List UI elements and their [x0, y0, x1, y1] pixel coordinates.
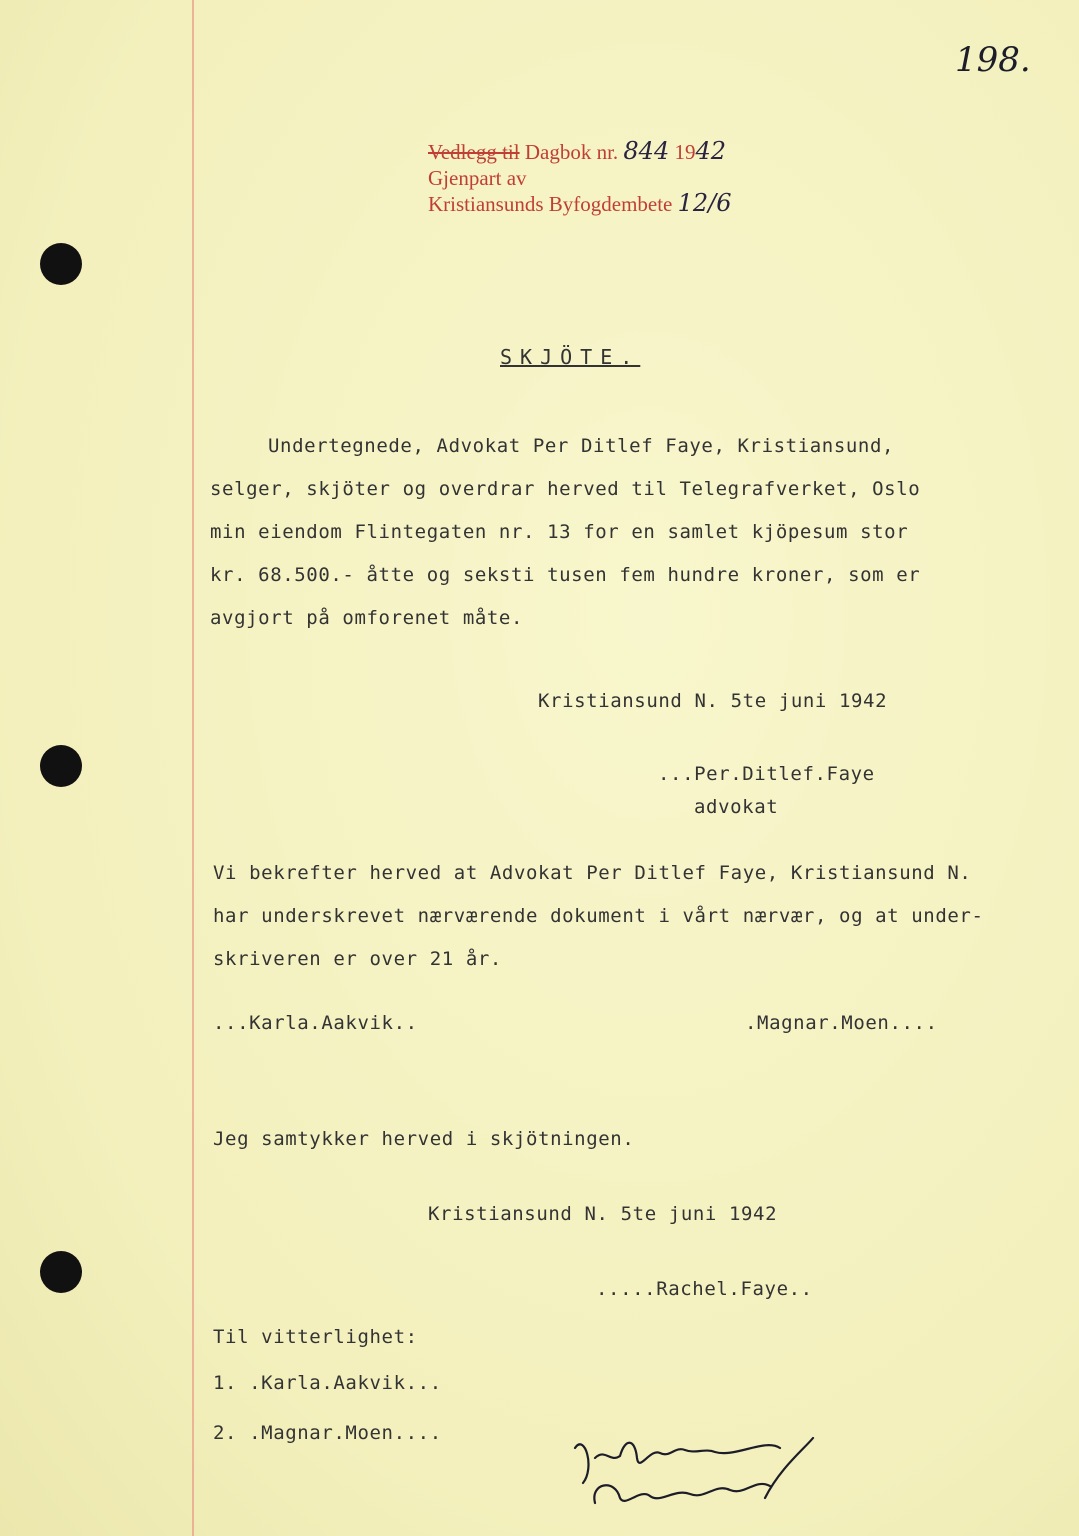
paragraph-line: kr. 68.500.- åtte og seksti tusen fem hundre kroner, som er [210, 564, 921, 586]
registry-stamp [428, 138, 732, 217]
attest-witness: 1. .Karla.Aakvik... [213, 1372, 442, 1394]
attest-witness: 2. .Magnar.Moen.... [213, 1422, 442, 1444]
paragraph-line: avgjort på omforenet måte. [210, 607, 524, 629]
paragraph-line: selger, skjöter og overdrar herved til Telegrafverket, Oslo [210, 478, 921, 500]
stamp-struck-text: Vedlegg til [428, 140, 520, 164]
margin-line [192, 0, 194, 1536]
document-title: SKJÖTE. [500, 345, 641, 369]
stamp-year-printed: 19 [674, 140, 696, 164]
attest-heading: Til vitterlighet: [213, 1326, 418, 1348]
handwritten-signature [565, 1428, 825, 1518]
punch-hole-bottom [40, 1251, 82, 1293]
punch-hole-top [40, 243, 82, 285]
stamp-date: 12/6 [677, 188, 732, 217]
spouse-signature: .....Rachel.Faye.. [596, 1278, 813, 1300]
seller-signature: ...Per.Ditlef.Faye [658, 763, 875, 785]
stamp-line-2: Gjenpart av [428, 165, 527, 190]
stamp-year-written: 42 [695, 137, 727, 165]
place-date: Kristiansund N. 5te juni 1942 [538, 690, 888, 712]
witness-line: har underskrevet nærværende dokument i vårt nærvær, og at under- [213, 905, 984, 927]
stamp-dagbok-label: Dagbok nr. [524, 140, 619, 164]
witness-signature-right: .Magnar.Moen.... [745, 1012, 938, 1034]
consent-statement: Jeg samtykker herved i skjötningen. [213, 1128, 635, 1150]
stamp-dagbok-number: 844 [623, 137, 670, 165]
witness-line: Vi bekrefter herved at Advokat Per Ditlef Faye, Kristiansund N. [213, 862, 972, 884]
witness-signature-left: ...Karla.Aakvik.. [213, 1012, 418, 1034]
punch-hole-middle [40, 745, 82, 787]
stamp-line-1 [428, 138, 732, 166]
page-number: 198. [955, 40, 1031, 80]
witness-line: skriveren er over 21 år. [213, 948, 502, 970]
paragraph-line: min eiendom Flintegaten nr. 13 for en samlet kjöpesum stor [210, 521, 909, 543]
paragraph-line: Undertegnede, Advokat Per Ditlef Faye, Kristiansund, [268, 435, 895, 457]
seller-title: advokat [694, 796, 779, 818]
place-date: Kristiansund N. 5te juni 1942 [428, 1203, 778, 1225]
stamp-office: Kristiansunds Byfogdembete [428, 191, 673, 216]
stamp-line-3 [428, 190, 732, 218]
